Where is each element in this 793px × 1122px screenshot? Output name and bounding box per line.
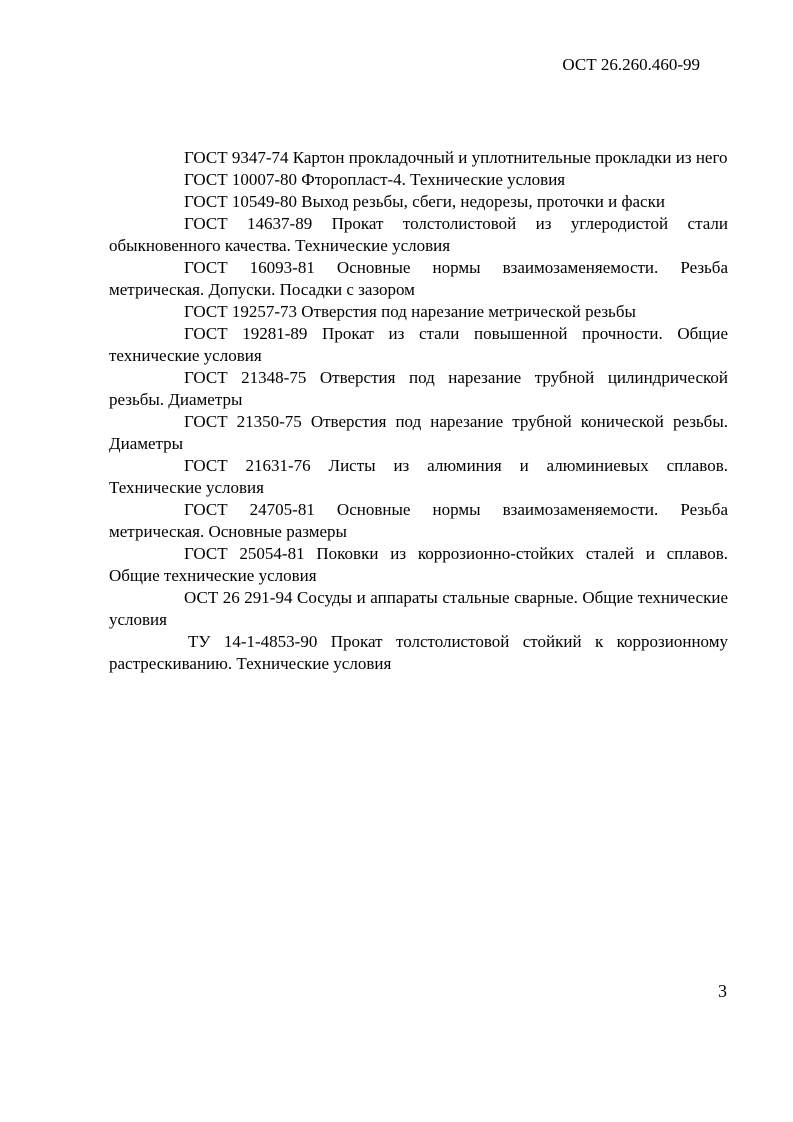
reference-item: ГОСТ 14637-89 Прокат толстолистовой из углеродистой стали обыкновенного качества. Технические условия bbox=[109, 214, 728, 255]
document-code: ОСТ 26.260.460-99 bbox=[562, 55, 700, 74]
reference-item: ТУ 14-1-4853-90 Прокат толстолистовой стойкий к коррозионному растрескиванию. Технические условия bbox=[109, 632, 728, 673]
reference-item: ГОСТ 25054-81 Поковки из коррозионно-стойких сталей и сплавов. Общие технические условия bbox=[109, 544, 728, 585]
page-number: 3 bbox=[718, 981, 727, 1001]
reference-item: ГОСТ 24705-81 Основные нормы взаимозаменяемости. Резьба метрическая. Основные размеры bbox=[109, 500, 728, 541]
normative-references-list bbox=[109, 147, 728, 675]
reference-item: ГОСТ 21350-75 Отверстия под нарезание трубной конической резьбы. Диаметры bbox=[109, 412, 728, 453]
reference-item: ГОСТ 16093-81 Основные нормы взаимозаменяемости. Резьба метрическая. Допуски. Посадки с зазором bbox=[109, 258, 728, 299]
reference-item: ГОСТ 21348-75 Отверстия под нарезание трубной цилиндрической резьбы. Диаметры bbox=[109, 368, 728, 409]
reference-item: ГОСТ 10007-80 Фторопласт-4. Технические условия bbox=[184, 170, 566, 189]
reference-item: ГОСТ 19257-73 Отверстия под нарезание метрической резьбы bbox=[184, 302, 636, 321]
reference-item: ГОСТ 9347-74 Картон прокладочный и уплотнительные прокладки из него bbox=[184, 148, 728, 167]
reference-item: ГОСТ 10549-80 Выход резьбы, сбеги, недорезы, проточки и фаски bbox=[184, 192, 665, 211]
reference-item: ГОСТ 19281-89 Прокат из стали повышенной прочности. Общие технические условия bbox=[109, 324, 728, 365]
reference-item: ОСТ 26 291-94 Сосуды и аппараты стальные сварные. Общие технические условия bbox=[109, 588, 728, 629]
reference-item: ГОСТ 21631-76 Листы из алюминия и алюминиевых сплавов. Технические условия bbox=[109, 456, 728, 497]
